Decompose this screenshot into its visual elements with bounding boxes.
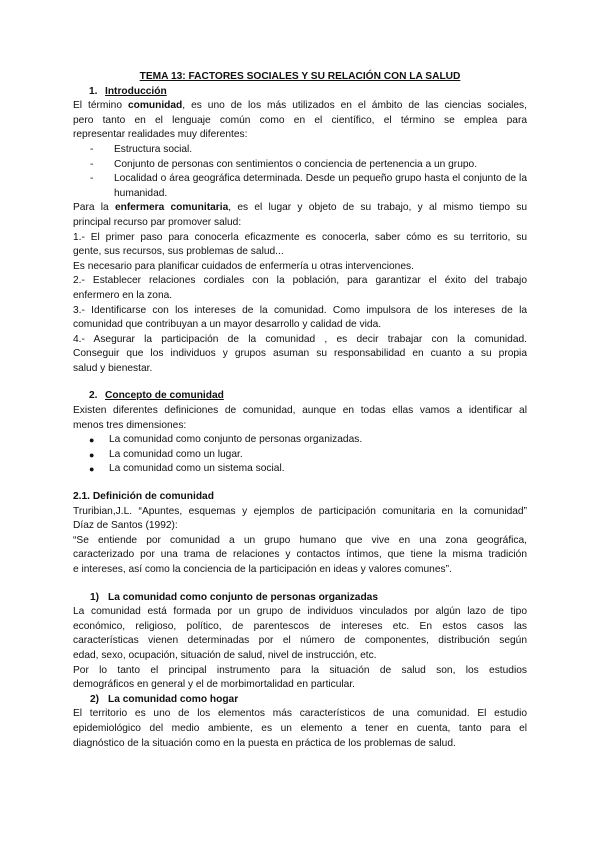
point-2-line-2: enfermero en la zona. [73,289,173,301]
subsection-1-title: La comunidad como conjunto de personas organizadas [108,591,379,603]
section-1-heading [73,85,527,100]
subsection-2-title: La comunidad como hogar [108,693,239,705]
point-4-line-3: salud y bienestar. [73,362,153,374]
section-2-heading [73,389,527,404]
list-item: - Conjunto de personas con sentimientos o conciencia de pertenencia a un grupo. [90,158,478,170]
intro-line-3: representar realidades muy diferentes: [73,129,248,141]
subB-line-2: epidemiológico del medio ambiente, es un elemento a tener en cuenta, tanto para el [73,722,527,734]
term-enfermera-comunitaria: enfermera comunitaria [114,202,229,214]
subsection-1-heading [73,591,527,606]
subsection-2-heading [73,693,527,708]
document-page [73,70,527,751]
subA-line-6: demográficos en general y el de morbimortalidad en particular. [73,679,356,691]
section-2-number: 2. [89,390,98,402]
sec2-line-2: menos tres dimensiones: [73,419,187,431]
point-1-line-1: 1.- El primer paso para conocerla eficazmente es conocerla, saber cómo es su territorio, su [73,231,527,243]
dimensions-list [73,433,527,477]
term-comunidad: comunidad [127,100,183,112]
section-2-title: Concepto de comunidad [105,390,224,402]
reference-line-2: Díaz de Santos (1992): [73,520,178,532]
subA-line-1: La comunidad está formada por un grupo de individuos vinculados por algún lazo de tipo [73,606,527,618]
intro-line-1: El término comunidad, es uno de los más utilizados en el ámbito de las ciencias sociales, [73,100,527,112]
nurse-line-1: Para la enfermera comunitaria, es el lugar y objeto de su trabajo, y al mismo tiempo su [73,202,528,214]
subA-line-4: edad, sexo, ocupación, situación de salud, nivel de instrucción, etc. [73,649,377,661]
subA-line-5: Por lo tanto el principal instrumento para la situación de salud son, los estudios [73,664,527,676]
subA-line-2: económico, religioso, político, de parentescos de intereses etc. En estos casos las [73,620,527,632]
subB-line-3: diagnóstico de la situación como en la puesta en práctica de los problemas de salud. [73,737,456,749]
list-item: - Estructura social. [90,143,193,155]
point-3-line-1: 3.- Identificarse con los intereses de la comunidad. Como impulsora de los intereses de la [73,304,527,316]
subsection-1-number: 1) [90,591,100,603]
quote-line-3: e intereses, así como la conciencia de la participación en ideas y valores comunes”. [73,564,452,575]
point-1-line-3: Es necesario para planificar cuidados de enfermería u otras intervenciones. [73,260,414,272]
subsection-2-number: 2) [90,693,100,705]
document-title: TEMA 13: FACTORES SOCIALES Y SU RELACIÓN CON LA SALUD [139,71,461,82]
subA-line-3: características vienen determinadas por el número de componentes, distribución según [73,635,527,647]
point-4-line-2: Conseguir que los individuos y grupos asuman su responsabilidad en cuanto a su propia [73,348,527,360]
list-item: - Localidad o área geográfica determinada. Desde un pequeño grupo hasta el conjunto de la humanidad. [90,173,527,199]
point-4-line-1: 4.- Asegurar la participación de la comunidad , es decir trabajar con la comunidad. [73,333,527,345]
point-1-line-2: gente, sus recursos, sus problemas de salud... [73,246,284,258]
list-item: ● La comunidad como un sistema social. [89,463,285,475]
quote-line-1: “Se entiende por comunidad a un grupo humano que vive en una zona geográfica, [73,534,527,546]
point-3-line-2: comunidad que contribuyan a un mayor desarrollo y calidad de vida. [73,319,382,331]
reference-line-1: Truribian,J.L. “Apuntes, esquemas y ejemplos de participación comunitaria en la comunidad” [73,505,527,517]
point-2-line-1: 2.- Establecer relaciones cordiales con la población, para garantizar el éxito del trabajo [73,275,527,287]
quote-line-2: caracterizado por una trama de relaciones y contactos íntimos, que tiene la misma tradición [73,549,527,561]
section-2-1-heading: 2.1. Definición de comunidad [73,491,214,503]
section-1-number: 1. [89,85,98,97]
community-meanings-list [73,143,527,201]
subB-line-1: El territorio es uno de los elementos más característicos de una comunidad. El estudio [73,708,527,720]
list-item: ● La comunidad como un lugar. [89,448,243,460]
list-item: ● La comunidad como conjunto de personas organizadas. [89,434,363,446]
nurse-line-2: principal recurso par promover salud: [73,216,242,228]
sec2-line-1: Existen diferentes definiciones de comunidad, aunque en todas ellas vamos a identificar al [73,405,527,417]
intro-line-2: pero tanto en el lenguaje común como en el científico, el término se emplea para [73,114,527,126]
section-1-title: Introducción [105,85,167,97]
